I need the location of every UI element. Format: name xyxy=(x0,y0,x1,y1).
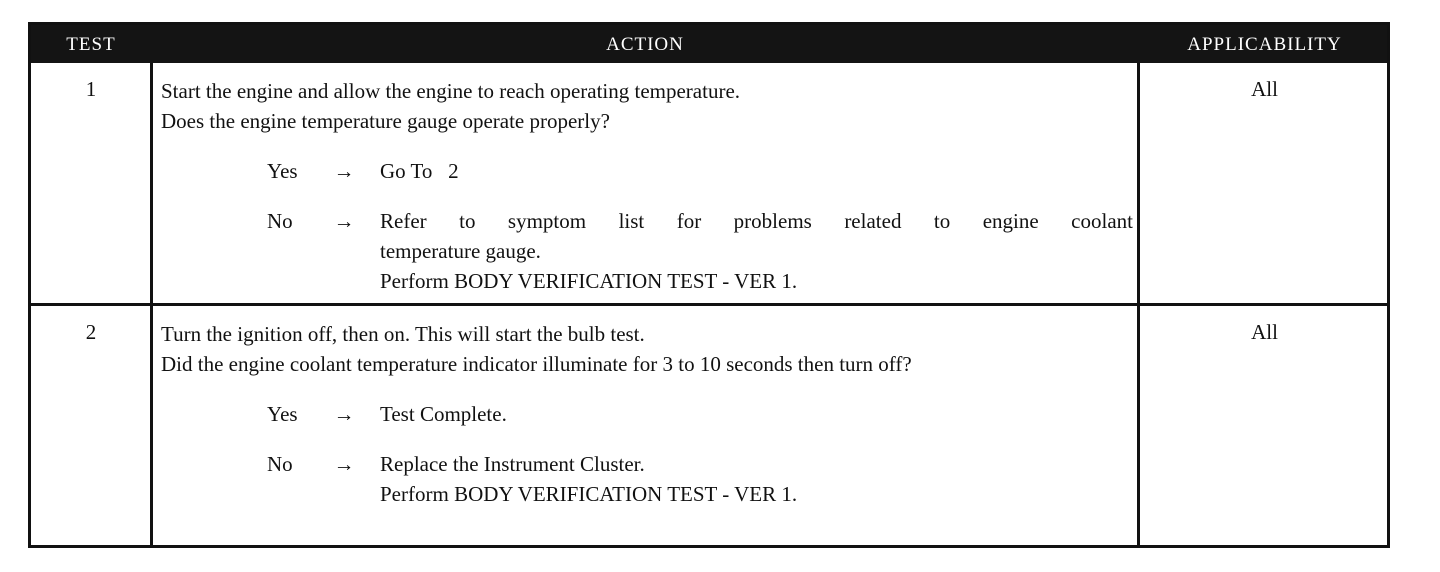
table-row xyxy=(31,63,1387,303)
right-arrow-icon: → xyxy=(333,452,355,476)
no-action-text: Perform BODY VERIFICATION TEST - VER 1. xyxy=(380,269,798,293)
yes-action-text: Test Complete. xyxy=(380,402,507,426)
test-number: 1 xyxy=(85,77,97,101)
applicability-value: All xyxy=(1251,320,1278,344)
yes-action-text: Go To 2 xyxy=(380,159,459,183)
table-row xyxy=(31,303,1387,545)
question-text: Did the engine coolant temperature indicator illuminate for 3 to 10 seconds then turn off? xyxy=(161,352,912,376)
no-label: No xyxy=(267,452,293,476)
diagnostic-test-table xyxy=(28,22,1390,548)
question-text: Does the engine temperature gauge operate properly? xyxy=(161,109,610,133)
yes-label: Yes xyxy=(267,402,298,426)
header-applicability: APPLICABILITY xyxy=(1187,34,1342,55)
no-action-text: Perform BODY VERIFICATION TEST - VER 1. xyxy=(380,482,798,506)
no-action-text: Replace the Instrument Cluster. xyxy=(380,452,645,476)
header-action: ACTION xyxy=(606,34,684,55)
header-test: TEST xyxy=(66,34,116,55)
question-text: Start the engine and allow the engine to reach operating temperature. xyxy=(161,79,741,103)
no-label: No xyxy=(267,209,293,233)
question-text: Turn the ignition off, then on. This will start the bulb test. xyxy=(161,322,645,346)
action-cell xyxy=(161,76,1133,296)
action-cell xyxy=(161,319,1133,509)
test-number: 2 xyxy=(85,320,97,344)
no-action-text: Refer to symptom list for problems related to engine coolant xyxy=(380,209,1133,233)
no-action-text: temperature gauge. xyxy=(380,239,541,263)
yes-label: Yes xyxy=(267,159,298,183)
no-answer xyxy=(267,206,1133,296)
right-arrow-icon: → xyxy=(333,159,355,183)
no-answer xyxy=(267,449,1133,509)
yes-answer xyxy=(267,399,1133,429)
table-header-row xyxy=(31,25,1387,63)
applicability-value: All xyxy=(1251,77,1278,101)
right-arrow-icon: → xyxy=(333,402,355,426)
right-arrow-icon: → xyxy=(333,209,355,233)
yes-answer xyxy=(267,156,1133,186)
